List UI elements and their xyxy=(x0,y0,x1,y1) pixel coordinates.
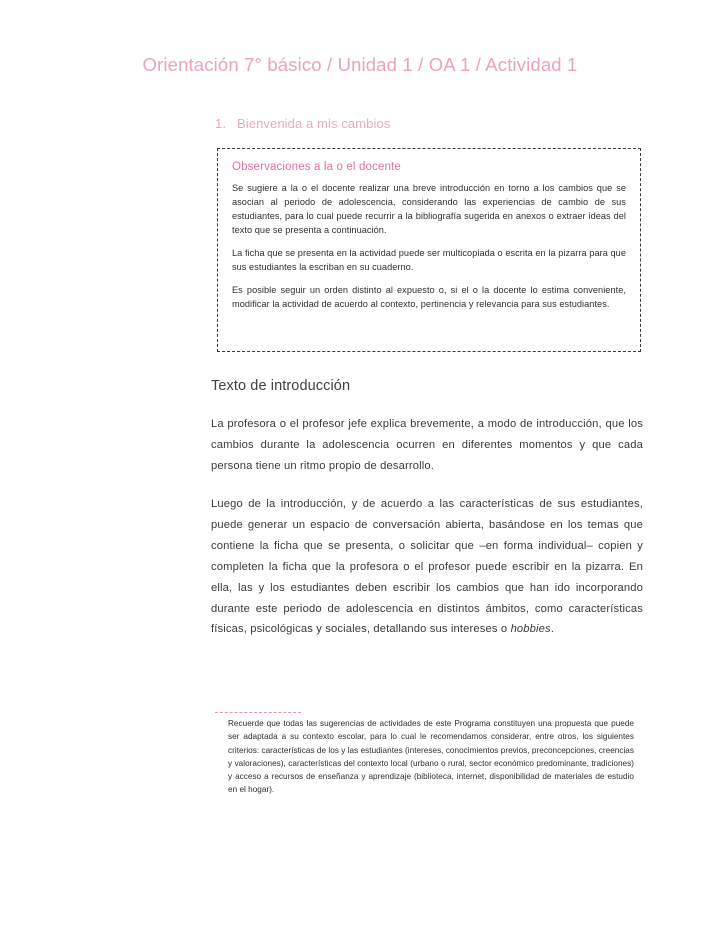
intro-paragraph-text: Luego de la introducción, y de acuerdo a las características de sus estudiantes, puede generar un espacio de conversación abierta, basándose en los temas que contiene la ficha que se presenta, o solicitar que –en forma individual– copien y completen la ficha que la profesora o el profesor puede escribir en la pizarra. En ella, las y los estudiantes deben escribir los cambios que han ido incorporando durante este periodo de adolescencia en distintos ámbitos, como características físicas, psicológicas y sociales, detallando sus intereses o xyxy=(211,498,643,636)
section-heading-texto-de-introduccion: Texto de introducción xyxy=(211,378,351,394)
intro-paragraph: La profesora o el profesor jefe explica brevemente, a modo de introducción, que los cambios durante la adolescencia ocurren en diferentes momentos y que cada persona tiene un ritmo propio de desarrollo. xyxy=(211,418,643,472)
intro-paragraph xyxy=(211,494,643,640)
activity-number: 1. xyxy=(215,116,227,131)
intro-body xyxy=(211,414,643,640)
observations-paragraph: Se sugiere a la o el docente realizar una breve introducción en torno a los cambios que se asocian al periodo de adolescencia, considerando las experiencias de cambio de sus estudiantes, para lo cual puede recurrir a la bibliografía sugerida en anexos o extraer ideas del texto que se presenta a continuación. xyxy=(232,183,626,235)
observations-box xyxy=(217,148,641,352)
footnote-text: Recuerde que todas las sugerencias de actividades de este Programa constituyen una propuesta que puede ser adaptada a su contexto escolar, para lo cual le recomendamos considerar, entre otros, los siguientes criterios: características de los y las estudiantes (intereses, conocimientos previos, preconcepciones, creencias y valoraciones), características del contexto local (urbano o rural, sector económico predominante, tradiciones) y acceso a recursos de enseñanza y aprendizaje (biblioteca, internet, disponibilidad de materiales de estudio en el hogar). xyxy=(228,719,634,795)
observations-paragraph: La ficha que se presenta en la actividad puede ser multicopiada o escrita en la pizarra para que sus estudiantes la escriban en su cuaderno. xyxy=(232,247,626,272)
activity-name: Bienvenida a mis cambios xyxy=(237,116,391,131)
page-title: Orientación 7° básico / Unidad 1 / OA 1 / Actividad 1 xyxy=(142,54,578,75)
footnote-separator xyxy=(215,712,301,713)
observations-paragraph: Es posible seguir un orden distinto al expuesto o, si el o la docente lo estima conveniente, modificar la actividad de acuerdo al contexto, pertinencia y relevancia para sus estudiantes. xyxy=(232,284,626,309)
activity-heading xyxy=(215,116,645,131)
observations-box-title: Observaciones a la o el docente xyxy=(232,161,401,173)
intro-paragraph-italic-term: hobbies xyxy=(510,623,551,636)
intro-paragraph-tail: . xyxy=(550,623,555,636)
